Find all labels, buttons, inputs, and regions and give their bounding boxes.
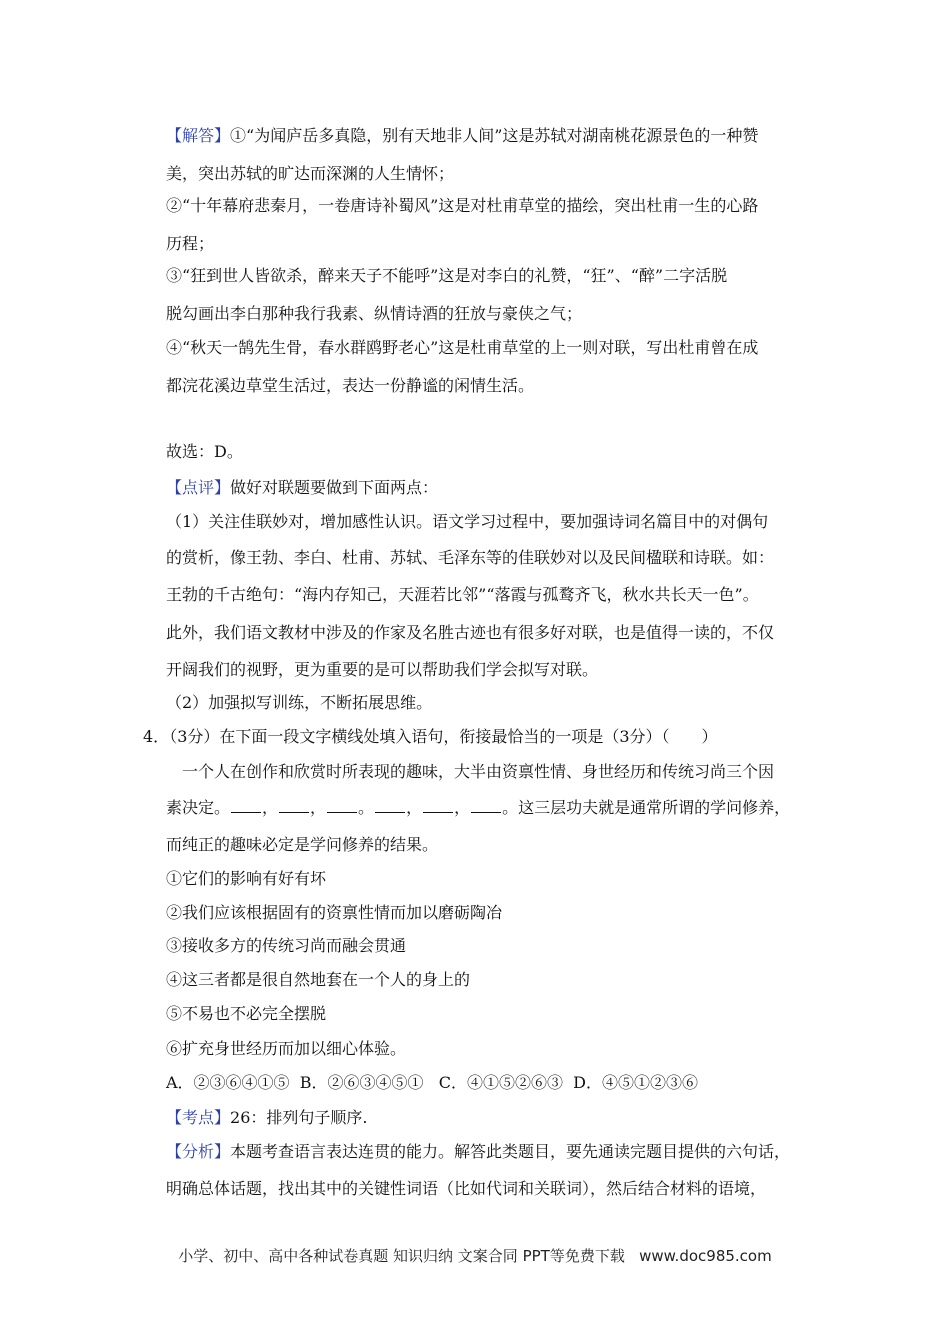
blank-2 bbox=[279, 798, 309, 813]
analysis-tag: 【分析】 bbox=[166, 1142, 231, 1161]
analysis-line-1: 【分析】本题考查语言表达连贯的能力。解答此类题目，要先通读完题目提供的六句话， bbox=[166, 1142, 791, 1161]
answer-line-8: 都浣花溪边草堂生活过，表达一份静谧的闲情生活。 bbox=[166, 376, 535, 395]
page-footer: 小学、初中、高中各种试卷真题 知识归纳 文案合同 PPT等免费下载 www.doc985.com bbox=[178, 1247, 772, 1265]
kaodian-tag: 【考点】 bbox=[166, 1108, 231, 1127]
blank-3 bbox=[327, 798, 357, 813]
blank-6 bbox=[471, 798, 501, 813]
question-number: 4． bbox=[143, 727, 170, 746]
kaodian-line: 【考点】26：排列句子顺序. bbox=[166, 1108, 368, 1127]
review-line-4: 此外，我们语文教材中涉及的作家及名胜古迹也有很多好对联，也是值得一读的，不仅 bbox=[166, 623, 775, 642]
answer-line-4: 历程； bbox=[166, 234, 215, 253]
question4-item-4: ④这三者都是很自然地套在一个人的身上的 bbox=[166, 970, 471, 989]
blank-1 bbox=[231, 798, 261, 813]
review-intro: 【点评】做好对联题要做到下面两点： bbox=[166, 478, 439, 497]
answer-line-1: 【解答】①“为闻庐岳多真隐，别有天地非人间”这是苏轼对湖南桃花源景色的一种赞 bbox=[166, 126, 759, 145]
review-tag: 【点评】 bbox=[166, 478, 231, 497]
analysis-line-2: 明确总体话题，找出其中的关键性词语（比如代词和关联词），然后结合材料的语境， bbox=[166, 1179, 767, 1198]
review-line-3: 王勃的千古绝句：“海内存知己，天涯若比邻”“落霞与孤鹜齐飞，秋水共长天一色”。 bbox=[166, 585, 759, 604]
review-line-5: 开阔我们的视野，更为重要的是可以帮助我们学会拟写对联。 bbox=[166, 660, 599, 679]
answer-line-2: 美，突出苏轼的旷达而深渊的人生情怀； bbox=[166, 164, 455, 183]
question4-item-3: ③接收多方的传统习尚而融会贯通 bbox=[166, 936, 407, 955]
review-line-2: 的赏析，像王勃、李白、杜甫、苏轼、毛泽东等的佳联妙对以及民间楹联和诗联。如： bbox=[166, 548, 775, 567]
answer-line-5: ③“狂到世人皆欲杀，醉来天子不能呼”这是对李白的礼赞，“狂”、“醉”二字活脱 bbox=[166, 266, 728, 285]
question4-passage-1: 一个人在创作和欣赏时所表现的趣味，大半由资禀性情、身世经历和传统习尚三个因 bbox=[182, 762, 775, 781]
question4-options: A．②③⑥④①⑤ B．②⑥③④⑤① C．④①⑤②⑥③ D．④⑤①②③⑥ bbox=[166, 1073, 698, 1092]
answer-choice: 故选：D。 bbox=[166, 442, 243, 461]
answer-line-6: 脱勾画出李白那种我行我素、纵情诗酒的狂放与豪侠之气； bbox=[166, 304, 583, 323]
review-line-1: （1）关注佳联妙对，增加感性认识。语文学习过程中，要加强诗词名篇目中的对偶句 bbox=[166, 512, 769, 531]
question4-item-2: ②我们应该根据固有的资禀性情而加以磨砺陶冶 bbox=[166, 903, 503, 922]
question4-item-5: ⑤不易也不必完全摆脱 bbox=[166, 1004, 327, 1023]
question4-stem: 4．（3分）在下面一段文字横线处填入语句，衔接最恰当的一项是（3分）（ ） bbox=[143, 727, 718, 746]
question4-item-1: ①它们的影响有好有坏 bbox=[166, 869, 327, 888]
answer-line-3: ②“十年幕府悲秦月，一卷唐诗补蜀风”这是对杜甫草堂的描绘，突出杜甫一生的心路 bbox=[166, 196, 759, 215]
review-line-6: （2）加强拟写训练，不断拓展思维。 bbox=[166, 693, 433, 712]
question4-passage-2: 素决定。 ， ， 。 ， ， 。这三层功夫就是通常所谓的学问修养， bbox=[166, 798, 791, 817]
question4-item-6: ⑥扩充身世经历而加以细心体验。 bbox=[166, 1039, 407, 1058]
blank-4 bbox=[375, 798, 405, 813]
answer-line-7: ④“秋天一鹄先生骨，春水群鸥野老心”这是杜甫草堂的上一则对联，写出杜甫曾在成 bbox=[166, 338, 759, 357]
answer-tag: 【解答】 bbox=[166, 126, 231, 145]
blank-5 bbox=[423, 798, 453, 813]
question4-passage-3: 而纯正的趣味必定是学问修养的结果。 bbox=[166, 835, 439, 854]
